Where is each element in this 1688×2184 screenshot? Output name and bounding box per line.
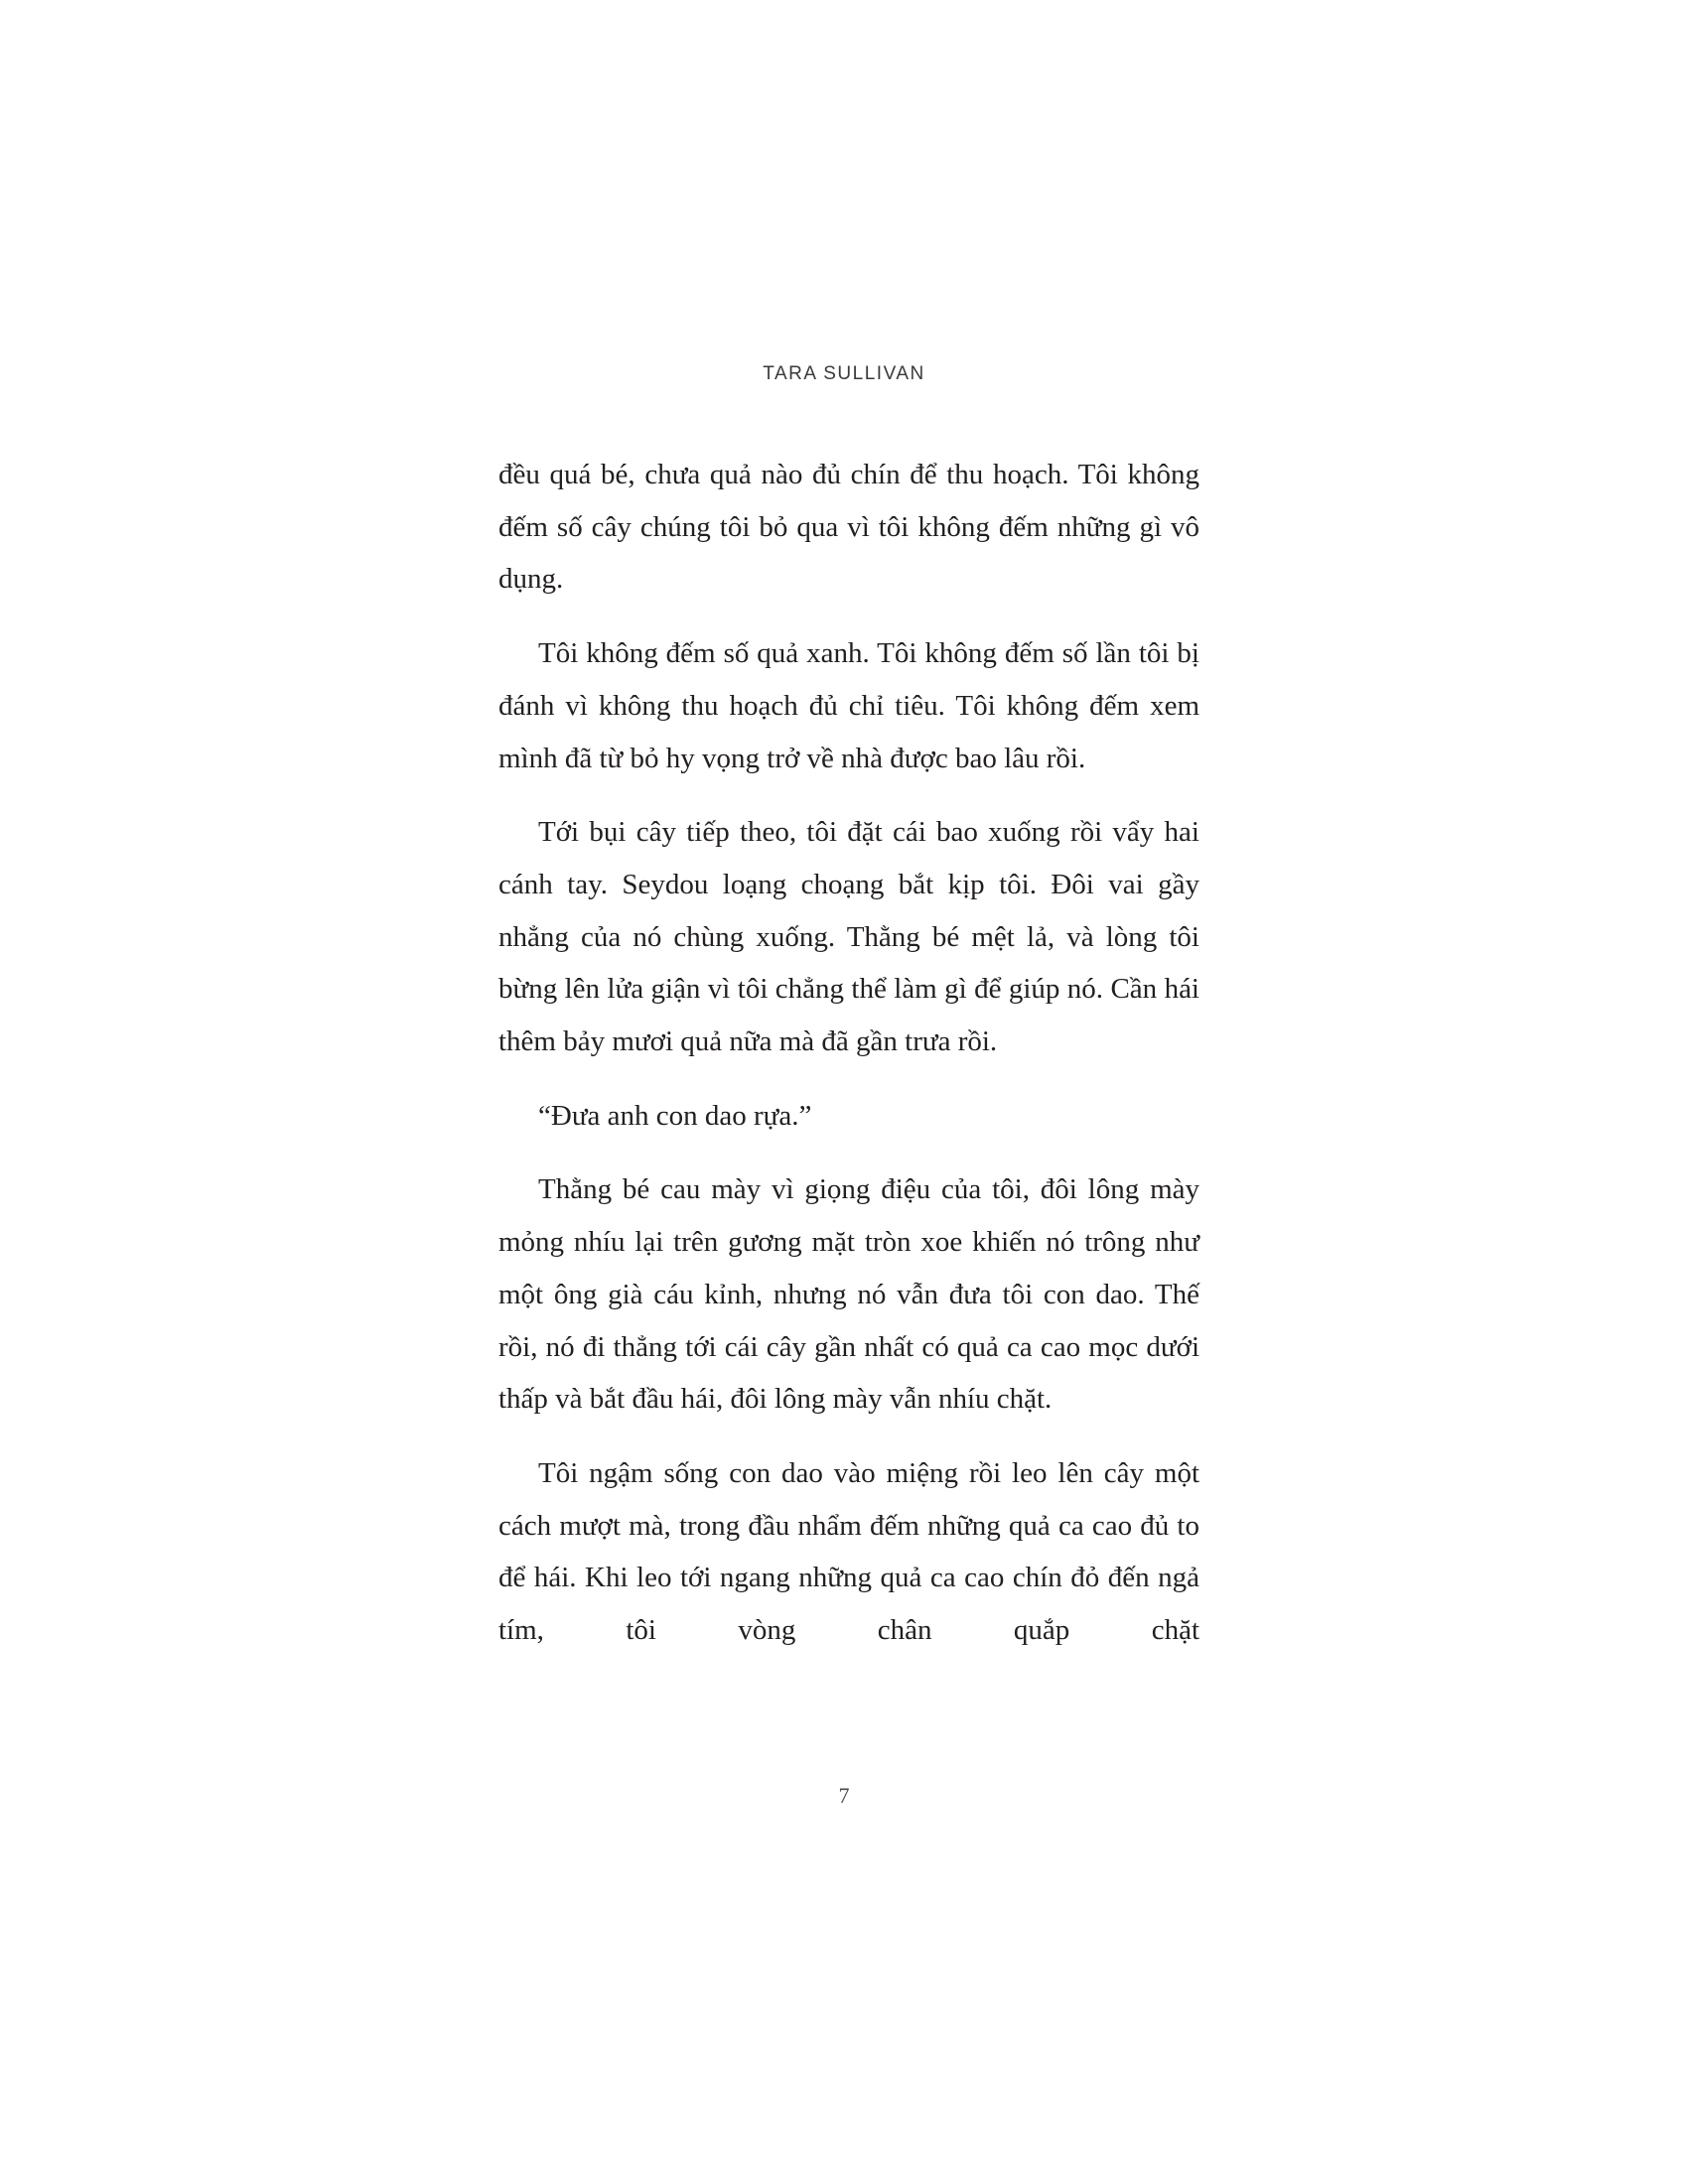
- paragraph-6: Tôi ngậm sống con dao vào miệng rồi leo lên cây một cách mượt mà, trong đầu nhẩm đếm những quả ca cao đủ to để hái. Khi leo tới ngang những quả ca cao chín đỏ đến ngả tím, tôi vòng chân quắp chặt: [498, 1456, 1199, 1647]
- body-text: [498, 449, 1199, 1679]
- page-number: 7: [838, 1783, 850, 1808]
- paragraph-2: Tôi không đếm số quả xanh. Tôi không đếm số lần tôi bị đánh vì không thu hoạch đủ chỉ tiêu. Tôi không đếm xem mình đã từ bỏ hy vọng trở về nhà được bao lâu rồi.: [498, 637, 1199, 774]
- paragraph-4-dialogue: “Đưa anh con dao rựa.”: [538, 1099, 812, 1132]
- paragraph-1: đều quá bé, chưa quả nào đủ chín để thu hoạch. Tôi không đếm số cây chúng tôi bỏ qua vì tôi không đếm những gì vô dụng.: [498, 459, 1199, 596]
- paragraph-5: Thằng bé cau mày vì giọng điệu của tôi, đôi lông mày mỏng nhíu lại trên gương mặt tròn xoe khiến nó trông như một ông già cáu kỉnh, nhưng nó vẫn đưa tôi con dao. Thế rồi, nó đi thẳng tới cái cây gần nhất có quả ca cao mọc dưới thấp và bắt đầu hái, đôi lông mày vẫn nhíu chặt.: [498, 1173, 1199, 1416]
- running-header-author: TARA SULLIVAN: [763, 363, 925, 384]
- paragraph-3: Tới bụi cây tiếp theo, tôi đặt cái bao xuống rồi vẩy hai cánh tay. Seydou loạng choạng bắt kịp tôi. Đôi vai gầy nhẳng của nó chùng xuống. Thằng bé mệt lả, và lòng tôi bừng lên lửa giận vì tôi chẳng thể làm gì để giúp nó. Cần hái thêm bảy mươi quả nữa mà đã gần trưa rồi.: [498, 816, 1199, 1058]
